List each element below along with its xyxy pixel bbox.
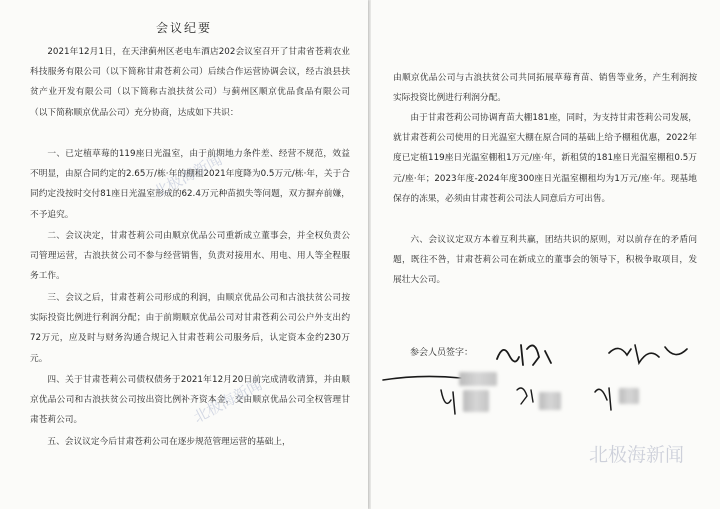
item-5-paragraph: 五、会议议定今后甘肃苍莉公司在逐步规范管理运营的基础上， [47,437,291,447]
redacted-name-1 [459,372,497,386]
item-1-paragraph: 一、已定植草莓的119座日光温室，由于前期地力条件差、经营不规范，效益不明显，由原合同约定的2.65万/栋·年的棚租2021年度降为0.5万元/栋·年，关于合同约定没按时交付81座日光温室形成的62.4万元种苗损失等问题，双方摒弃前嫌，不予追究。 [30,149,350,220]
continued-paragraph: 由顺京优品公司与古浪扶贫公司共同拓展草莓育苗、销售等业务，产生利润按实际投资比例进行利润分配。 [393,73,697,104]
redacted-name-4 [619,388,639,404]
item-5b-paragraph: 由于甘肃苍莉公司协调育苗大棚181座，同时，为支持甘肃苍莉公司发展，就甘肃苍莉公司使用的日光温室大棚在原合同的基础上给予棚租优惠，2022年度已定植119座日光温室棚租1万元/座·年，新租赁的181座日光温室棚租0.5万元/座·年；2023年度-2024年度300座日光温室棚租均为1万元/座·年。现基地保存的冻果，必须由甘肃苍莉公司法人同意后方可出售。 [393,113,697,204]
document-title: 会议纪要 [155,21,212,35]
item-2-paragraph: 二、会议决定，甘肃苍莉公司由顺京优品公司重新成立董事会，并全权负责公司管理运营，古浪扶贫公司不参与经营销售，负责对接用水、用电、用人等全程服务工作。 [30,231,350,282]
attendees-signature-label: 参会人员签字： [410,348,474,358]
item-4-paragraph: 四、关于甘肃苍莉公司债权债务于2021年12月20日前完成清收清算，并由顺京优品公司和古浪扶贫公司按出资比例补齐资本金，交由顺京优品公司全权管理甘肃苍莉公司。 [30,375,350,426]
intro-paragraph: 2021年12月1日，在天津蓟州区老电车酒店202会议室召开了甘肃省苍莉农业科技服务有限公司（以下简称甘肃苍莉公司）后续合作运营协调会议，经古浪县扶贫产业开发有限公司（以下简称古浪扶贫公司）与蓟州区顺京优品食品有限公司（以下简称顺京优品公司）充分协商，达成如下共识： [30,47,350,118]
watermark: 北极海新闻 [589,444,685,466]
watermark: 北极海新闻 [190,375,266,427]
watermark: 北极海新闻 [150,150,226,202]
item-3-paragraph: 三、会议之后，甘肃苍莉公司形成的利润，由顺京优品公司和古浪扶贫公司按实际投资比例进行利润分配；由于前期顺京优品公司对甘肃苍莉公司公户外支出约72万元，应及时与财务沟通合规记入甘肃苍莉公司服务后，认定资本金约230万元。 [30,293,350,364]
redacted-name-2 [463,390,489,412]
handwritten-signatures-top [489,335,699,375]
redacted-name-3 [539,392,561,410]
item-6-paragraph: 六、会议议定双方本着互利共赢，团结共识的原则，对以前存在的矛盾问题，既往不咎，甘肃苍莉公司在新成立的董事会的领导下，积极争取项目，发展壮大公司。 [393,235,697,286]
right-page [371,0,720,509]
